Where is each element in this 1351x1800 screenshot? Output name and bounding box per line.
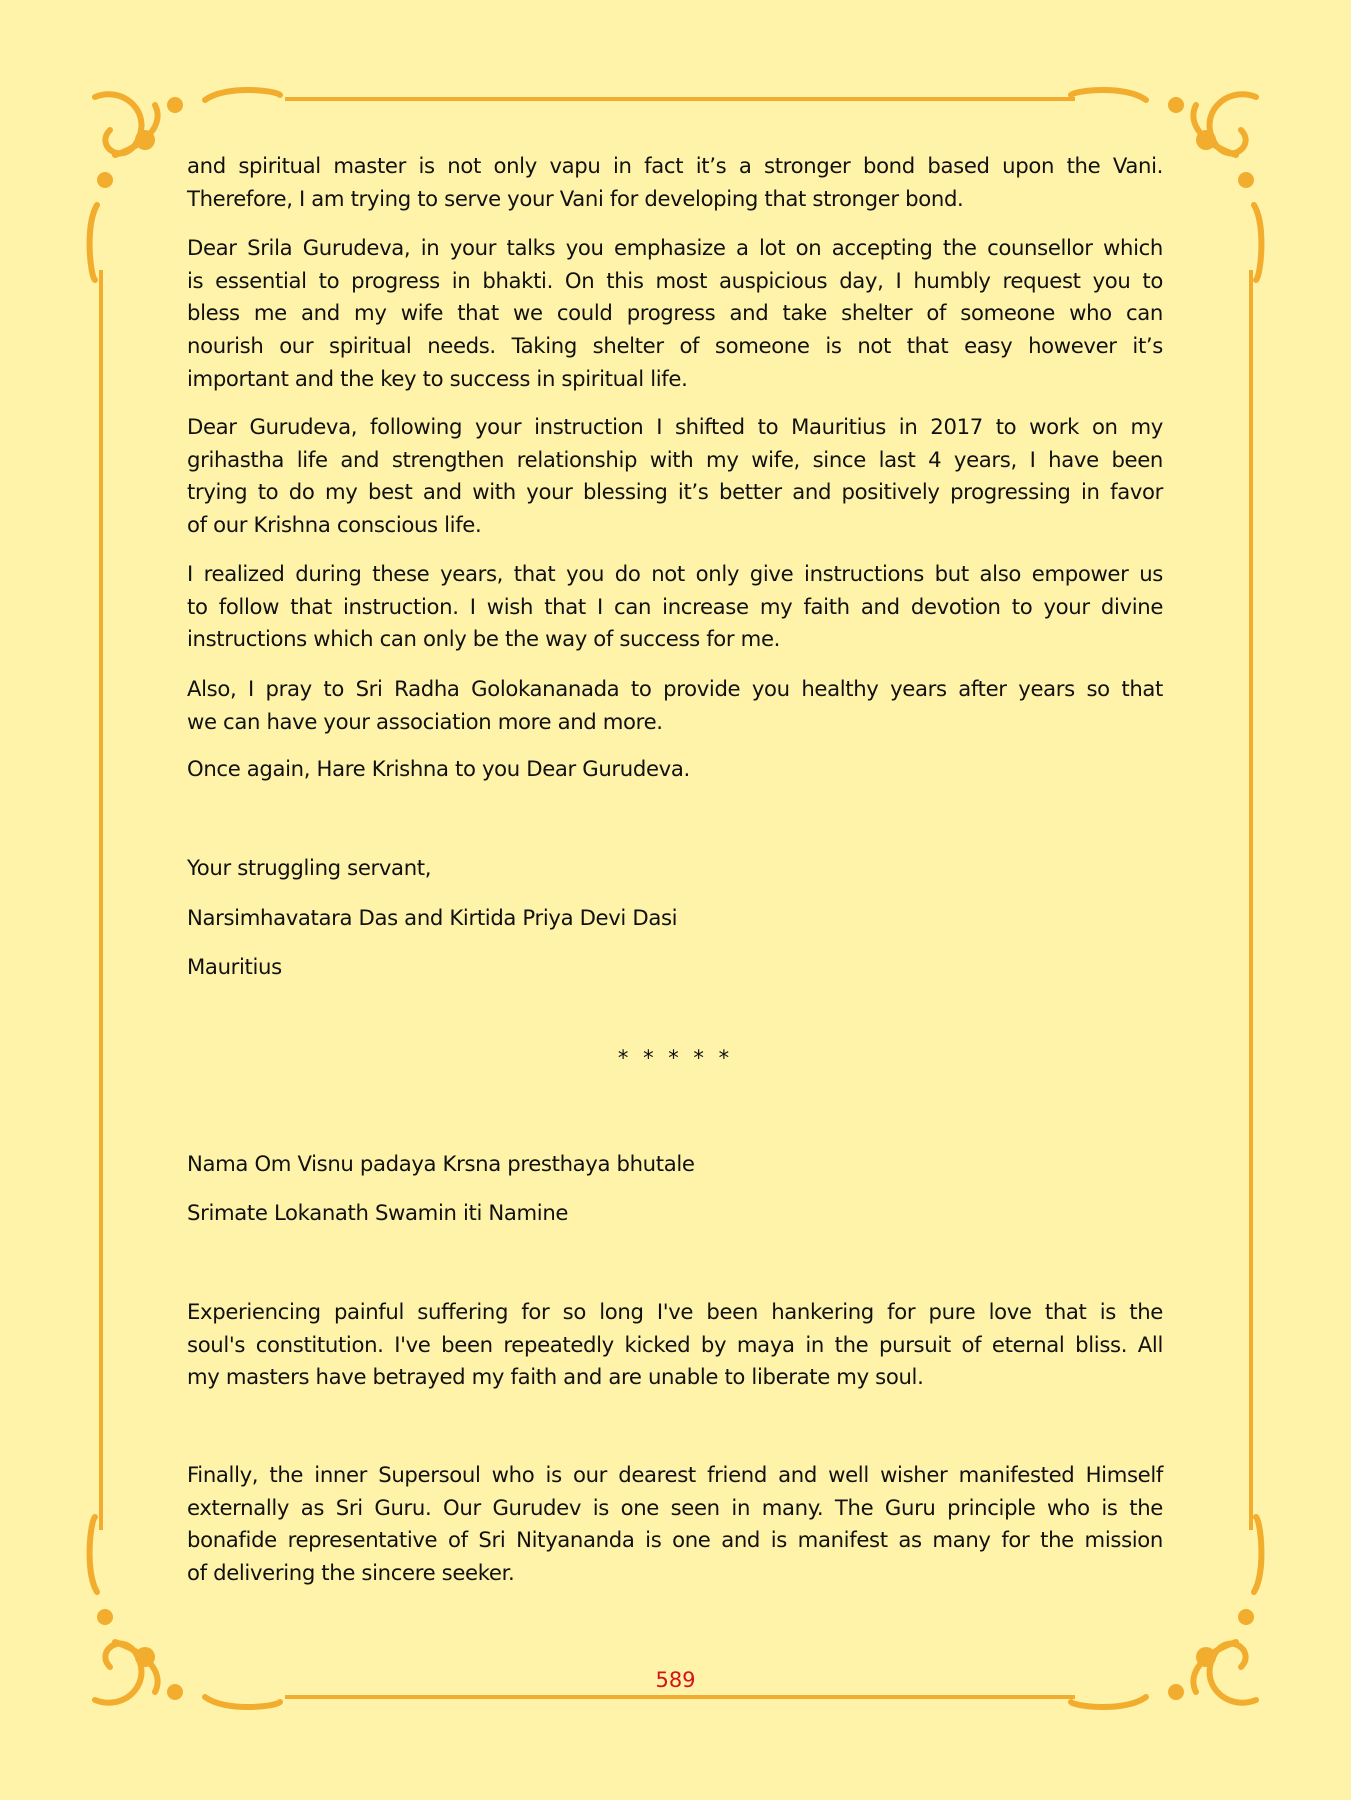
paragraph [187,558,1163,656]
text-line: nourish our spiritual needs. Taking shelter of someone is not that easy however it’s [187,333,1163,359]
text-line: Dear Srila Gurudeva, in your talks you emphasize a lot on accepting the counsellor which [187,235,1163,260]
text-line: Narsimhavatara Das and Kirtida Priya Devi Dasi [187,905,678,930]
paragraph [187,232,1163,396]
location [187,951,1163,984]
signoff [187,852,1163,885]
text-line: Nama Om Visnu padaya Krsna presthaya bhutale [187,1151,695,1176]
border-right [1249,270,1253,1530]
text-line: Finally, the inner Supersoul who is our dearest friend and well wisher manifested Himself [187,1462,1163,1487]
text-line: and spiritual master is not only vapu in fact it’s a stronger bond based upon the Vani. [187,153,1163,178]
text-line: to follow that instruction. I wish that I can increase my faith and devotion to your divine [187,593,1163,619]
verse-line [187,1197,1163,1230]
border-bottom [285,1695,1075,1699]
text-line: instructions which can only be the way of success for me. [187,626,781,652]
text-line: trying to do my best and with your blessing it’s better and positively progressing in favor [187,479,1163,505]
text-line: Mauritius [187,954,282,979]
section-separator: * * * * * [617,1046,734,1070]
border-left [99,270,103,1530]
paragraph [187,1296,1163,1394]
text-line: Therefore, I am trying to serve your Vani for developing that stronger bond. [187,185,964,211]
text-line: Srimate Lokanath Swamin iti Namine [187,1200,569,1225]
text-line: Experiencing painful suffering for so long I've been hankering for pure love that is the [187,1299,1163,1324]
page-number: 589 [655,1668,696,1692]
text-line: we can have your association more and more. [187,708,663,734]
paragraph [187,1459,1163,1590]
text-line: is essential to progress in bhakti. On this most auspicious day, I humbly request you to [187,267,1163,293]
text-line: Once again, Hare Krishna to you Dear Gurudeva. [187,756,690,781]
text-line: bonafide representative of Sri Nityananda is one and is manifest as many for the mission [187,1527,1163,1553]
text-line: of delivering the sincere seeker. [187,1560,515,1586]
text-line: soul's constitution. I've been repeatedly kicked by maya in the pursuit of eternal bliss. All [187,1331,1163,1357]
paragraph [187,673,1163,738]
text-line: I realized during these years, that you do not only give instructions but also empower us [187,561,1163,586]
paragraph [187,150,1163,215]
border-top [285,97,1075,101]
text-line: grihastha life and strengthen relationship with my wife, since last 4 years, I have been [187,446,1163,472]
text-line: Also, I pray to Sri Radha Golokananada to provide you healthy years after years so that [187,676,1163,701]
text-line: important and the key to success in spiritual life. [187,365,688,391]
text-line: my masters have betrayed my faith and are unable to liberate my soul. [187,1364,924,1390]
paragraph [187,411,1163,542]
text-line: of our Krishna conscious life. [187,512,482,538]
text-line: Your struggling servant, [187,855,432,880]
text-line: Dear Gurudeva, following your instruction I shifted to Mauritius in 2017 to work on my [187,414,1163,439]
signature [187,902,1163,935]
verse-line [187,1148,1163,1181]
text-line: bless me and my wife that we could progress and take shelter of someone who can [187,300,1163,326]
text-line: externally as Sri Guru. Our Gurudev is one seen in many. The Guru principle who is the [187,1494,1163,1520]
closing-line [187,753,1163,786]
